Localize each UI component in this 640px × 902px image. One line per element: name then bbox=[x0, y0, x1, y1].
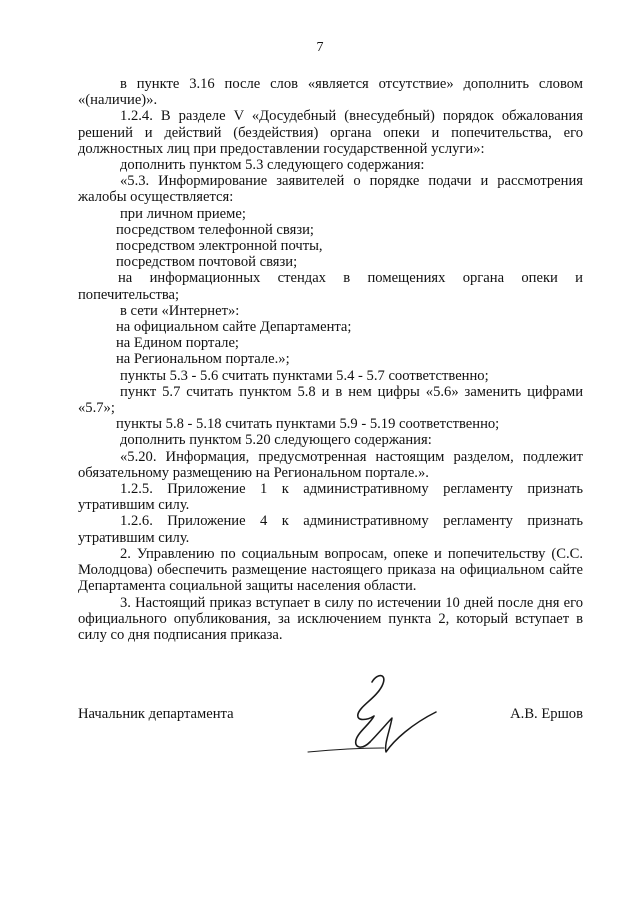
list-item: посредством почтовой связи; bbox=[116, 254, 298, 271]
list-item: пункты 5.3 - 5.6 считать пунктами 5.4 - 5.7 соответственно; bbox=[120, 367, 489, 384]
list-item: на Едином портале; bbox=[116, 335, 239, 352]
document-body bbox=[78, 76, 583, 643]
paragraph: 2. Управлению по социальным вопросам, опеке и попечительству (С.С. Молодцова) обеспечить размещение настоящего приказа на официальном сайте Департамента социальной защиты населения области. bbox=[78, 545, 583, 595]
signatory-name: А.В. Ершов bbox=[510, 706, 583, 722]
list-item: на Региональном портале.»; bbox=[116, 351, 290, 368]
paragraph: 1.2.4. В разделе V «Досудебный (внесудебный) порядок обжалования решений и действий (бездействия) органа опеки и попечительства, его должностных лиц при предоставлении государственной услуги»: bbox=[78, 108, 583, 157]
paragraph: на информационных стендах в помещениях органа опеки и попечительства; bbox=[78, 270, 583, 303]
paragraph: пункт 5.7 считать пунктом 5.8 и в нем цифры «5.6» заменить цифрами «5.7»; bbox=[78, 383, 583, 417]
paragraph: «5.20. Информация, предусмотренная настоящим разделом, подлежит обязательному размещению на Региональном портале.». bbox=[78, 448, 583, 481]
list-item: посредством электронной почты, bbox=[116, 238, 323, 255]
signatory-position: Начальник департамента bbox=[78, 706, 234, 722]
list-item: на официальном сайте Департамента; bbox=[116, 319, 352, 336]
list-item: дополнить пунктом 5.20 следующего содержания: bbox=[120, 432, 432, 449]
list-item: посредством телефонной связи; bbox=[116, 221, 314, 238]
signature-block bbox=[78, 706, 583, 722]
list-item: пункты 5.8 - 5.18 считать пунктами 5.9 - 5.19 соответственно; bbox=[116, 416, 500, 433]
paragraph: 1.2.6. Приложение 4 к административному регламенту признать утратившим силу. bbox=[78, 513, 583, 546]
list-item: в сети «Интернет»: bbox=[120, 302, 240, 319]
list-item: при личном приеме; bbox=[120, 205, 246, 222]
page-number: 7 bbox=[316, 40, 324, 55]
paragraph: «5.3. Информирование заявителей о порядке подачи и рассмотрения жалобы осуществляется: bbox=[78, 173, 583, 206]
paragraph: 3. Настоящий приказ вступает в силу по истечении 10 дней после дня его официального опубликования, за исключением пункта 2, который вступает в силу со дня подписания приказа. bbox=[78, 594, 583, 643]
paragraph: 1.2.5. Приложение 1 к административному регламенту признать утратившим силу. bbox=[78, 481, 583, 514]
paragraph: в пункте 3.16 после слов «является отсутствие» дополнить словом «(наличие)». bbox=[78, 76, 583, 109]
paragraph: дополнить пунктом 5.3 следующего содержания: bbox=[120, 157, 425, 174]
